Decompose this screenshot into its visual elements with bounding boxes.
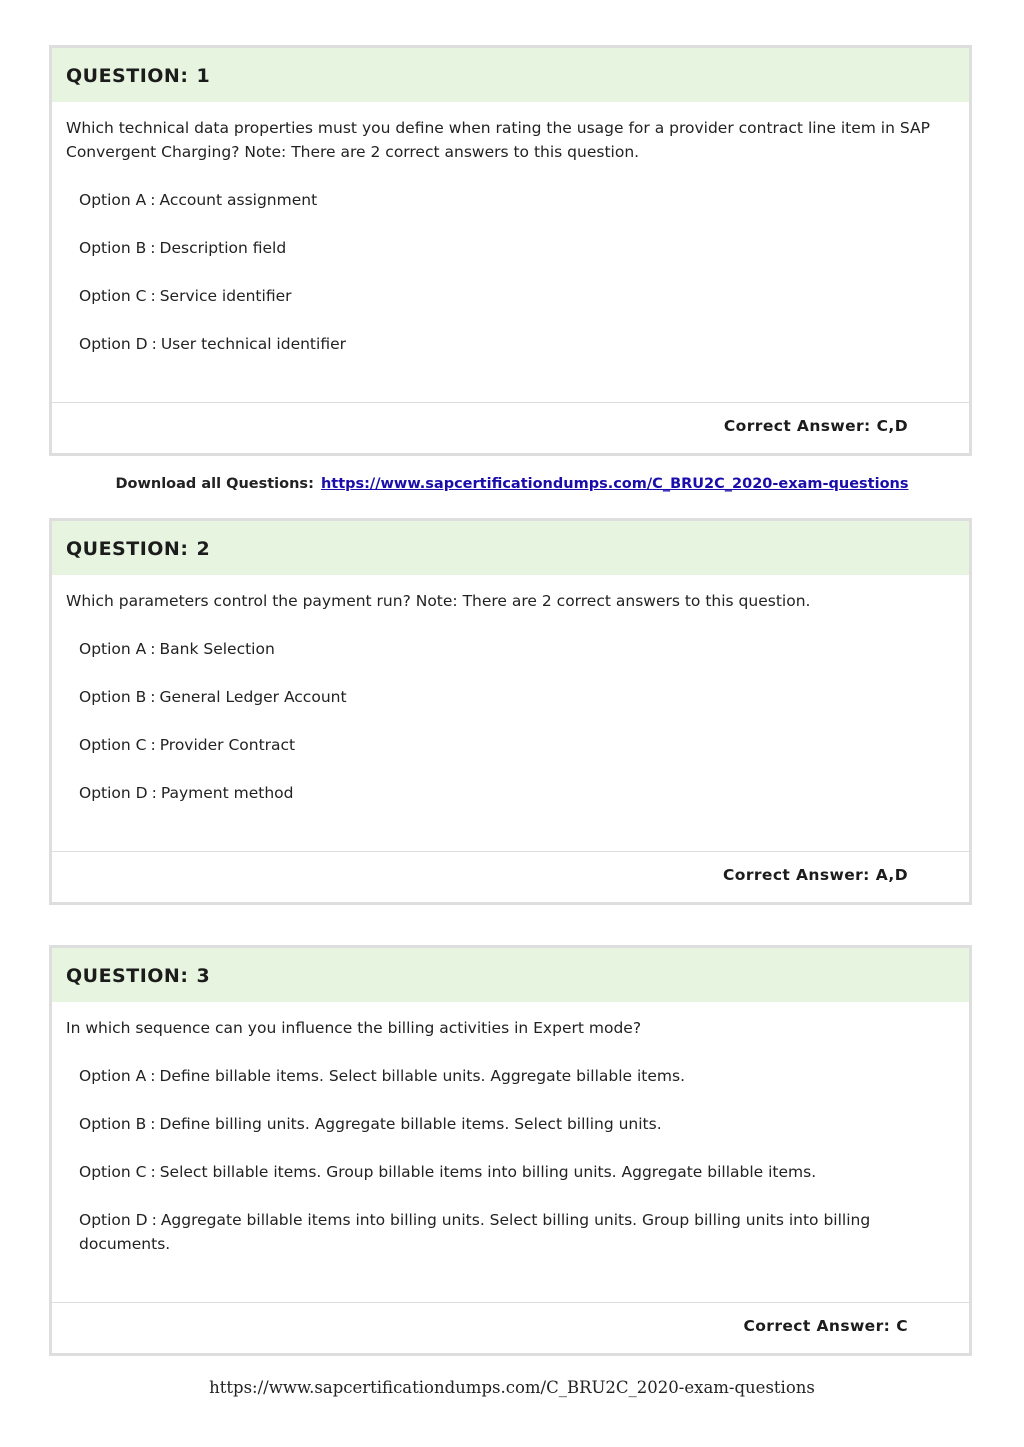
option-prefix: Option C	[79, 736, 147, 754]
option-text: Description field	[159, 239, 287, 257]
option-text: Select billable items. Group billable items into billing units. Aggregate billable items.	[159, 1163, 817, 1181]
option-prefix: Option B	[79, 1115, 147, 1133]
option-prefix: Option D	[79, 784, 148, 802]
correct-answer-value: C,D	[876, 417, 908, 435]
option-text: Define billing units. Aggregate billable items. Select billing units.	[159, 1115, 662, 1133]
question-header	[52, 48, 969, 102]
option-b: Option B : Define billing units. Aggregate billable items. Select billing units.	[79, 1115, 662, 1133]
option-d: Option D : Payment method	[79, 784, 294, 802]
option-b: Option B : General Ledger Account	[79, 688, 347, 706]
question-number: 1	[196, 65, 211, 87]
option-c: Option C : Service identifier	[79, 287, 292, 305]
option-a: Option A : Define billable items. Select billable units. Aggregate billable items.	[79, 1067, 686, 1085]
option-d: Option D : Aggregate billable items into billing units. Select billing units. Group billing units into billing documents.	[79, 1211, 871, 1253]
correct-answer	[52, 851, 969, 902]
option-d: Option D : User technical identifier	[79, 335, 346, 353]
question-number: 3	[196, 965, 211, 987]
option-text: Bank Selection	[159, 640, 275, 658]
option-text: Service identifier	[159, 287, 292, 305]
option-a: Option A : Account assignment	[79, 191, 318, 209]
download-label: Download all Questions:	[115, 476, 314, 492]
question-text: Which parameters control the payment run? Note: There are 2 correct answers to this question.	[66, 592, 811, 610]
correct-answer	[52, 1302, 969, 1353]
question-card-3	[49, 945, 972, 1356]
question-text: In which sequence can you influence the billing activities in Expert mode?	[66, 1019, 642, 1037]
option-text: Provider Contract	[159, 736, 296, 754]
option-c: Option C : Provider Contract	[79, 736, 296, 754]
question-number: 2	[196, 538, 211, 560]
option-prefix: Option D	[79, 1211, 148, 1229]
option-text: Account assignment	[159, 191, 318, 209]
question-header	[52, 521, 969, 575]
correct-answer-value: C	[896, 1317, 908, 1335]
correct-answer-label: Correct Answer:	[723, 417, 871, 435]
option-a: Option A : Bank Selection	[79, 640, 275, 658]
correct-answer-label: Correct Answer:	[743, 1317, 891, 1335]
option-text: User technical identifier	[160, 335, 346, 353]
option-b: Option B : Description field	[79, 239, 287, 257]
option-prefix: Option A	[79, 640, 147, 658]
option-prefix: Option B	[79, 239, 147, 257]
option-c: Option C : Select billable items. Group billable items into billing units. Aggregate billable items.	[79, 1163, 817, 1181]
option-text: Payment method	[160, 784, 294, 802]
question-text: Which technical data properties must you define when rating the usage for a provider contract line item in SAP Convergent Charging? Note: There are 2 correct answers to this question.	[66, 119, 930, 161]
question-card-2	[49, 518, 972, 905]
option-prefix: Option B	[79, 688, 147, 706]
question-header	[52, 948, 969, 1002]
download-line	[0, 476, 1024, 492]
question-label: QUESTION:	[66, 538, 189, 560]
download-link[interactable]: https://www.sapcertificationdumps.com/C_BRU2C_2020-exam-questions	[320, 476, 909, 492]
correct-answer-value: A,D	[875, 866, 908, 884]
option-text: General Ledger Account	[159, 688, 347, 706]
question-card-1	[49, 45, 972, 456]
option-text: Define billable items. Select billable units. Aggregate billable items.	[159, 1067, 686, 1085]
option-prefix: Option C	[79, 1163, 147, 1181]
option-text: Aggregate billable items into billing units. Select billing units. Group billing units into billing documents.	[79, 1211, 871, 1253]
question-label: QUESTION:	[66, 965, 189, 987]
option-prefix: Option A	[79, 191, 147, 209]
correct-answer-label: Correct Answer:	[723, 866, 870, 884]
option-prefix: Option A	[79, 1067, 147, 1085]
option-prefix: Option D	[79, 335, 148, 353]
option-prefix: Option C	[79, 287, 147, 305]
question-label: QUESTION:	[66, 65, 189, 87]
page-footer-url: https://www.sapcertificationdumps.com/C_BRU2C_2020-exam-questions	[209, 1378, 815, 1397]
correct-answer	[52, 402, 969, 453]
